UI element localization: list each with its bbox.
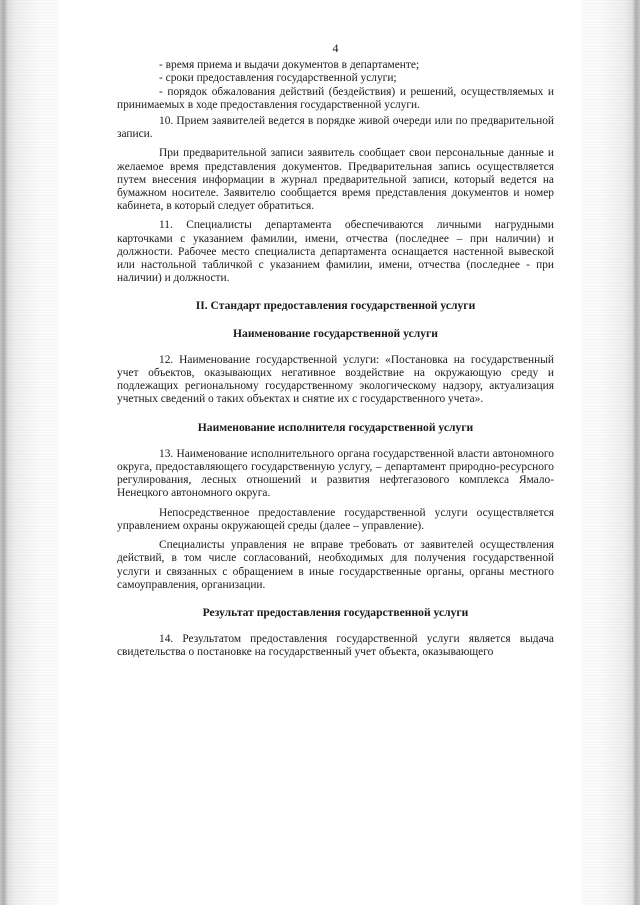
list-item: - порядок обжалования действий (бездействия) и решений, осуществляемых и принимаемых в ходе предоставления государственной услуги. — [117, 85, 554, 111]
paragraph-14: 14. Результатом предоставления государственной услуги является выдача свидетельства о постановке на государственный учет объекта, оказывающего — [117, 633, 554, 659]
paragraph-10: 10. Прием заявителей ведется в порядке живой очереди или по предварительной записи. — [117, 115, 554, 141]
paragraph-preliminary-record: При предварительной записи заявитель сообщает свои персональные данные и желаемое время представления документов. Предварительная запись осуществляется путем внесения информации в журнал предварительной записи, который ведется на бумажном носителе. Заявителю сообщается время представления документов и номер кабинета, в который следует обратиться. — [117, 147, 554, 213]
heading-result: Результат предоставления государственной услуги — [202, 605, 469, 619]
document-page — [117, 42, 554, 660]
paragraph-12: 12. Наименование государственной услуги: «Постановка на государственный учет объектов, оказывающих негативное воздействие на окружающую среду и подлежащих региональному государственному экологическому надзору, актуализация учетных сведений о таких объектах и снятие их с государственного учета». — [117, 353, 554, 406]
paragraph-11: 11. Специалисты департамента обеспечиваются личными нагрудными карточками с указанием фамилии, имени, отчества (последнее – при наличии) и должности. Рабочее место специалиста департамента оснащается настенной вывеской или настольной табличкой с указанием фамилии, имени, отчества (последнее - при наличии) и должности. — [117, 219, 554, 285]
heading-executor: Наименование исполнителя государственной услуги — [197, 420, 474, 434]
paragraph-specialists: Специалисты управления не вправе требовать от заявителей осуществления действий, в том числе согласований, необходимых для получения государственной услуги и связанных с обращением в иные государственные органы, органы местного самоуправления, организации. — [117, 539, 554, 591]
scan-edge-right — [582, 0, 640, 905]
heading-service-name: Наименование государственной услуги — [233, 326, 438, 340]
paragraph-13: 13. Наименование исполнительного органа государственной власти автономного округа, предоставляющего государственную услугу, – департамент природно-ресурсного регулирования, лесных отношений и развития нефтегазового комплекса Ямало-Ненецкого автономного округа. — [117, 447, 554, 500]
scan-edge-left — [0, 0, 58, 905]
section-heading: II. Стандарт предоставления государственной услуги — [195, 299, 476, 313]
list-item: - время приема и выдачи документов в департаменте; — [159, 59, 420, 72]
paragraph-direct-provision: Непосредственное предоставление государственной услуги осуществляется управлением охраны окружающей среды (далее – управление). — [117, 506, 554, 532]
page-number: 4 — [332, 41, 339, 55]
list-item: - сроки предоставления государственной услуги; — [159, 72, 397, 85]
